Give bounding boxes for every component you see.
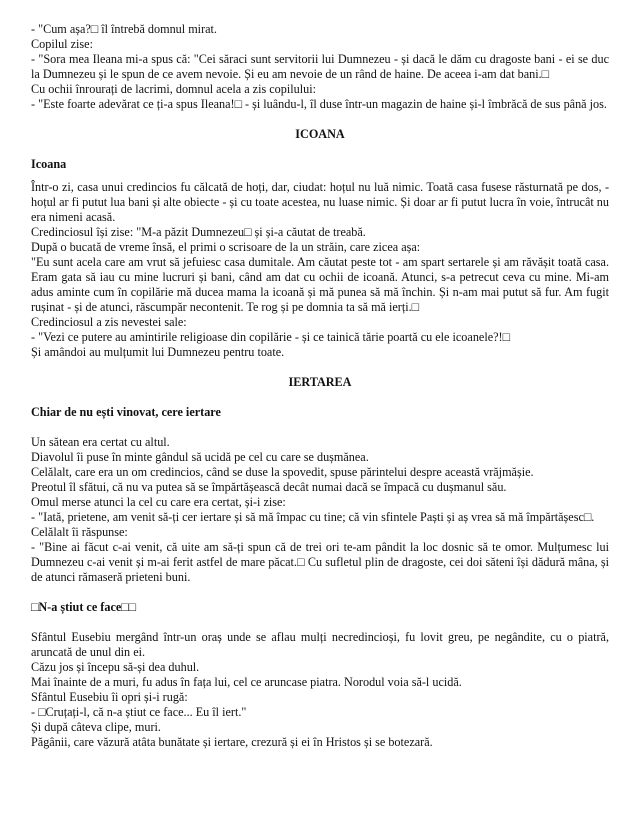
paragraph: Sfântul Eusebiu mergând într-un oraș unde se aflau mulți necredincioși, fu lovit greu, pe negândite, cu o piatră, aruncată de unul din ei. — [31, 630, 609, 659]
section-subheading: □N-a știut ce face□□ — [31, 600, 136, 614]
section-heading-iertarea: IERTAREA — [288, 375, 352, 389]
paragraph: Celălalt, care era un om credincios, când se duse la spovedit, spuse părintelui despre această vrăjmășie. — [31, 465, 534, 479]
intro-section — [31, 22, 609, 112]
paragraph: Într-o zi, casa unui credincios fu călcată de hoți, dar, ciudat: hoțul nu luă nimic. Toată casa fusese răsturnată pe dos, - hoțul ar fi putut lua bani și alte obiecte - și cu toate acestea, nu luase nimic. Și doar ar fi putut lucra în voie, întrucât nu era nimeni acasă. — [31, 180, 609, 224]
paragraph: - □Cruțați-l, că n-a știut ce face... Eu îl iert." — [31, 705, 247, 719]
paragraph: - "Cum așa?□ îl întrebă domnul mirat. — [31, 22, 217, 36]
paragraph: Și după câteva clipe, muri. — [31, 720, 161, 734]
document-page — [31, 22, 609, 750]
paragraph: Mai înainte de a muri, fu adus în fața lui, cel ce aruncase piatra. Norodul voia să-l ucidă. — [31, 675, 462, 689]
section-subheading: Icoana — [31, 157, 67, 171]
paragraph: Un sătean era certat cu altul. — [31, 435, 170, 449]
paragraph: "Eu sunt acela care am vrut să jefuiesc casa dumitale. Am căutat peste tot - am spart sertarele și am răvășit toată casa. Eram gata să iau cu mine lucruri și bani, când am dat cu ochii de icoană. Atunci, s-a petrecut ceva cu mine. Mi-am adus aminte cum în copilărie mă ducea mama la icoană și mă punea să mă închin. Și n-am mai putut să fur. Am fugit rușinat - și de atunci, răscumpăr necontenit. Te rog și pe domnia ta să mă ierți.□ — [31, 255, 609, 314]
section-body-icoana — [31, 180, 609, 360]
section-body-iertarea — [31, 435, 609, 585]
paragraph: - "Este foarte adevărat ce ți-a spus Ileana!□ - și luându-l, îl duse într-un magazin de haine și-l îmbrăcă de sus până jos. — [31, 97, 607, 111]
paragraph: - "Iată, prietene, am venit să-ți cer iertare și să mă împac cu tine; că vin sfintele Paști și aș vrea să mă împărtășesc□. — [31, 510, 595, 524]
paragraph: Credinciosul a zis nevestei sale: — [31, 315, 187, 329]
paragraph: Căzu jos și începu să-și dea duhul. — [31, 660, 200, 674]
paragraph: Și amândoi au mulțumit lui Dumnezeu pentru toate. — [31, 345, 285, 359]
paragraph: Celălalt îi răspunse: — [31, 525, 128, 539]
paragraph: Copilul zise: — [31, 37, 93, 51]
paragraph: Omul merse atunci la cel cu care era certat, și-i zise: — [31, 495, 286, 509]
paragraph: - "Vezi ce putere au amintirile religioase din copilărie - și ce tainică tărie poartă cu ele icoanele?!□ — [31, 330, 510, 344]
paragraph: După o bucată de vreme însă, el primi o scrisoare de la un străin, care zicea așa: — [31, 240, 421, 254]
section-heading-icoana: ICOANA — [295, 127, 345, 141]
paragraph: Preotul îl sfătui, că nu va putea să se împărtășească decât numai dacă se împacă cu dușmanul său. — [31, 480, 507, 494]
paragraph: Diavolul îi puse în minte gândul să ucidă pe cel cu care se dușmănea. — [31, 450, 369, 464]
paragraph: Credinciosul își zise: "M-a păzit Dumnezeu□ și și-a căutat de treabă. — [31, 225, 366, 239]
paragraph: - "Bine ai făcut c-ai venit, că uite am să-ți spun că de trei ori te-am pândit la loc dosnic să te omor. Mulțumesc lui Dumnezeu c-ai venit și m-ai ferit astfel de mare păcat.□ Cu sufletul plin de dragoste, cei doi săteni își dădură mâna, și de atunci rămaseră prieteni buni. — [31, 540, 609, 584]
section-body-nu-a-stiut — [31, 630, 609, 750]
paragraph: Cu ochii înrourați de lacrimi, domnul acela a zis copilului: — [31, 82, 316, 96]
paragraph: Păgânii, care văzură atâta bunătate și iertare, crezură și ei în Hristos și se botezară. — [31, 735, 433, 749]
paragraph: Sfântul Eusebiu îi opri și-i rugă: — [31, 690, 188, 704]
paragraph: - "Sora mea Ileana mi-a spus că: "Cei săraci sunt servitorii lui Dumnezeu - și dacă le dăm cu dragoste bani - ei se duc la Dumnezeu și le spun de ce avem nevoie. Și eu am nevoie de un rând de haine. De aceea i-am dat bani.□ — [31, 52, 609, 81]
section-subheading: Chiar de nu ești vinovat, cere iertare — [31, 405, 221, 419]
